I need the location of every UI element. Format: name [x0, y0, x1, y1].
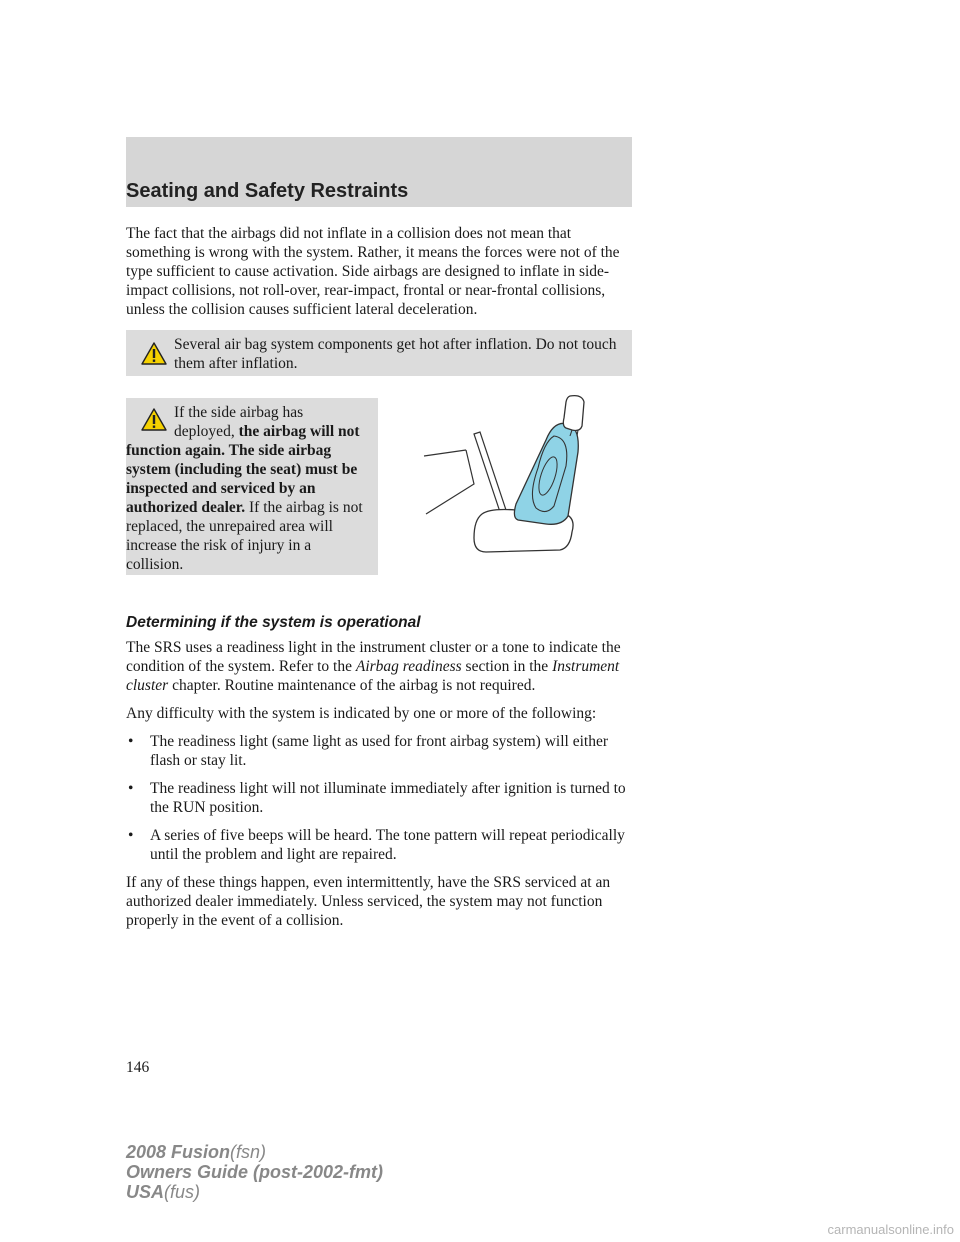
list-item: • The readiness light will not illuminate immediately after ignition is turned to the RUN position. — [128, 780, 626, 816]
paragraph-readiness-light: The SRS uses a readiness light in the instrument cluster or a tone to indicate the condition of the system. Refer to the Airbag readiness section in the Instrument cluster chapter. Routine maintenance of the airbag is not required. — [126, 639, 621, 694]
paragraph-difficulty-intro: Any difficulty with the system is indicated by one or more of the following: — [126, 705, 597, 722]
paragraph-service-advice: If any of these things happen, even intermittently, have the SRS serviced at an authorized dealer immediately. Unless serviced, the system may not function properly in the event of a collision. — [126, 874, 611, 929]
footer-line-model: 2008 Fusion(fsn) — [126, 1142, 267, 1162]
warning-box-hot-components — [126, 330, 632, 376]
warning-triangle-icon — [141, 342, 167, 365]
warning-text: If the side airbag has deployed, the airbag will not function again. The side airbag system (including the seat) must be inspected and serviced by an authorized dealer. If the airbag is not replaced, the unrepaired area will increase the risk of injury in a collision. — [126, 404, 363, 573]
watermark: carmanualsonline.info — [827, 1222, 954, 1237]
document-footer — [126, 1142, 383, 1202]
page-section-title: Seating and Safety Restraints — [126, 180, 409, 202]
section-body — [126, 638, 636, 930]
footer-line-guide: Owners Guide (post-2002-fmt) — [126, 1162, 384, 1182]
warning-text: Several air bag system components get hot after inflation. Do not touch them after inflation. — [174, 336, 617, 372]
section-heading: Determining if the system is operational — [126, 614, 421, 631]
seat-side-airbag-illustration — [420, 392, 600, 560]
footer-line-market: USA(fus) — [126, 1182, 201, 1202]
list-item: • The readiness light (same light as used for front airbag system) will either flash or stay lit. — [128, 733, 608, 769]
page-number: 146 — [126, 1059, 150, 1076]
warning-box-side-airbag-deployed — [126, 398, 378, 575]
intro-paragraph: The fact that the airbags did not inflate in a collision does not mean that something is wrong with the system. Rather, it means the forces were not of the type sufficient to cause activation. Side airbags are designed to inflate in side-impact collisions, not roll-over, rear-impact, frontal or near-frontal collisions, unless the collision causes sufficient lateral deceleration. — [126, 225, 620, 318]
icon-spacer — [126, 403, 174, 441]
list-item: • A series of five beeps will be heard. The tone pattern will repeat periodically until the problem and light are repaired. — [128, 827, 625, 863]
